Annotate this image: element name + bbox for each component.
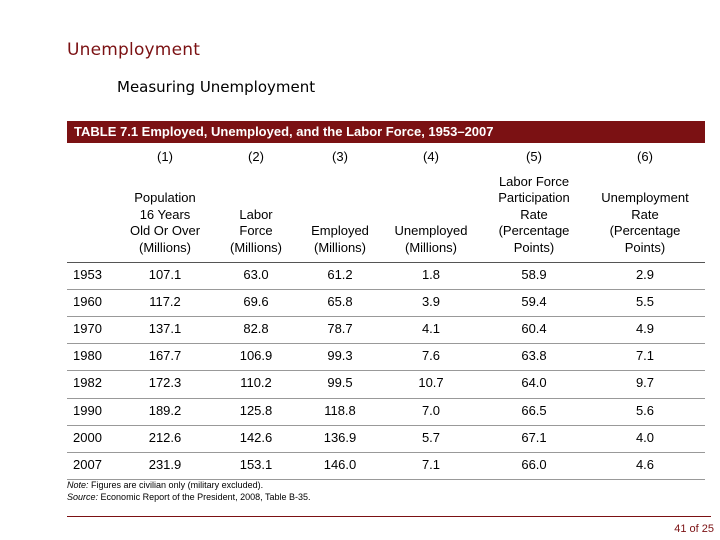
- value-cell: 4.0: [635, 429, 655, 445]
- value-cell: 66.0: [521, 456, 547, 472]
- value-cell: 99.3: [327, 348, 353, 364]
- table-caption-bar: TABLE 7.1 Employed, Unemployed, and the Labor Force, 1953–2007: [67, 121, 705, 143]
- value-cell: 9.7: [635, 375, 655, 391]
- value-cell: 5.5: [635, 294, 655, 310]
- value-cell: 66.5: [521, 402, 547, 418]
- value-cell: 118.8: [324, 402, 356, 418]
- value-cell: 189.2: [148, 402, 182, 418]
- slide-title: Unemployment: [67, 40, 201, 60]
- year-cell: 1982: [73, 375, 102, 391]
- footer-rule: [67, 516, 711, 517]
- value-cell: 125.8: [239, 402, 273, 418]
- value-cell: 2.9: [635, 267, 655, 282]
- value-cell: 61.2: [327, 267, 353, 282]
- value-cell: 5.7: [421, 429, 441, 445]
- year-cell: 1960: [73, 294, 102, 310]
- slide-subtitle: Measuring Unemployment: [117, 78, 316, 96]
- value-cell: 65.8: [327, 294, 353, 310]
- value-cell: 59.4: [521, 294, 547, 310]
- column-header: Population 16 Years Old Or Over (Millions): [129, 190, 201, 255]
- value-cell: 107.1: [148, 267, 182, 282]
- value-cell: 69.6: [243, 294, 269, 310]
- table-row: [67, 289, 705, 316]
- table-row: [67, 398, 705, 425]
- value-cell: 4.9: [635, 321, 655, 337]
- column-header: Unemployment Rate (Percentage Points): [601, 190, 689, 255]
- table-row: [67, 370, 705, 397]
- value-cell: 82.8: [243, 321, 269, 337]
- table-row: [67, 452, 705, 479]
- year-cell: 1970: [73, 321, 102, 337]
- value-cell: 3.9: [421, 294, 441, 310]
- value-cell: 7.1: [635, 348, 655, 364]
- year-cell: 1980: [73, 348, 102, 364]
- year-cell: 2007: [73, 456, 102, 472]
- value-cell: 153.1: [239, 456, 273, 472]
- column-number: (5): [526, 149, 542, 164]
- column-header: Unemployed (Millions): [394, 223, 468, 255]
- value-cell: 58.9: [521, 267, 547, 282]
- source-label: Source:: [67, 492, 99, 502]
- value-cell: 4.6: [635, 456, 655, 472]
- table-row: [67, 343, 705, 370]
- table-row: [67, 316, 705, 343]
- column-number: (4): [423, 149, 439, 164]
- value-cell: 7.1: [421, 456, 441, 472]
- source-line: [67, 491, 311, 503]
- value-cell: 7.6: [421, 348, 441, 364]
- note-text: Figures are civilian only (military excluded).: [91, 480, 264, 490]
- value-cell: 63.8: [521, 348, 547, 364]
- value-cell: 63.0: [243, 267, 269, 282]
- column-number: (6): [637, 149, 653, 164]
- value-cell: 67.1: [521, 429, 547, 445]
- year-cell: 1953: [73, 267, 102, 282]
- page-number: 41 of 25: [674, 523, 714, 535]
- value-cell: 136.9: [323, 429, 357, 445]
- column-header: Labor Force (Millions): [230, 206, 282, 255]
- table-row: [67, 425, 705, 452]
- value-cell: 64.0: [521, 375, 547, 391]
- column-number: (3): [332, 149, 348, 164]
- value-cell: 212.6: [148, 429, 182, 445]
- value-cell: 117.2: [149, 294, 181, 310]
- value-cell: 231.9: [148, 456, 182, 472]
- column-header: Labor Force Participation Rate (Percentage Points): [498, 173, 570, 255]
- year-cell: 1990: [73, 402, 102, 418]
- value-cell: 1.8: [421, 267, 441, 282]
- value-cell: 137.1: [148, 321, 182, 337]
- value-cell: 10.7: [418, 375, 444, 391]
- column-header: Employed (Millions): [311, 223, 369, 255]
- table-notes: [67, 479, 311, 503]
- source-text: Economic Report of the President, 2008, Table B-35.: [100, 492, 311, 502]
- note-line: [67, 479, 311, 491]
- column-number: (1): [157, 149, 173, 164]
- value-cell: 60.4: [521, 321, 547, 337]
- value-cell: 4.1: [421, 321, 441, 337]
- value-cell: 146.0: [323, 456, 357, 472]
- value-cell: 172.3: [148, 375, 182, 391]
- value-cell: 106.9: [239, 348, 273, 364]
- value-cell: 5.6: [635, 402, 655, 418]
- note-label: Note:: [67, 480, 89, 490]
- value-cell: 7.0: [421, 402, 441, 418]
- table-row: [67, 262, 705, 289]
- value-cell: 78.7: [327, 321, 353, 337]
- value-cell: 99.5: [327, 375, 353, 391]
- year-cell: 2000: [73, 429, 102, 445]
- column-number: (2): [248, 149, 264, 164]
- value-cell: 110.2: [240, 375, 272, 391]
- value-cell: 142.6: [239, 429, 273, 445]
- value-cell: 167.7: [148, 348, 182, 364]
